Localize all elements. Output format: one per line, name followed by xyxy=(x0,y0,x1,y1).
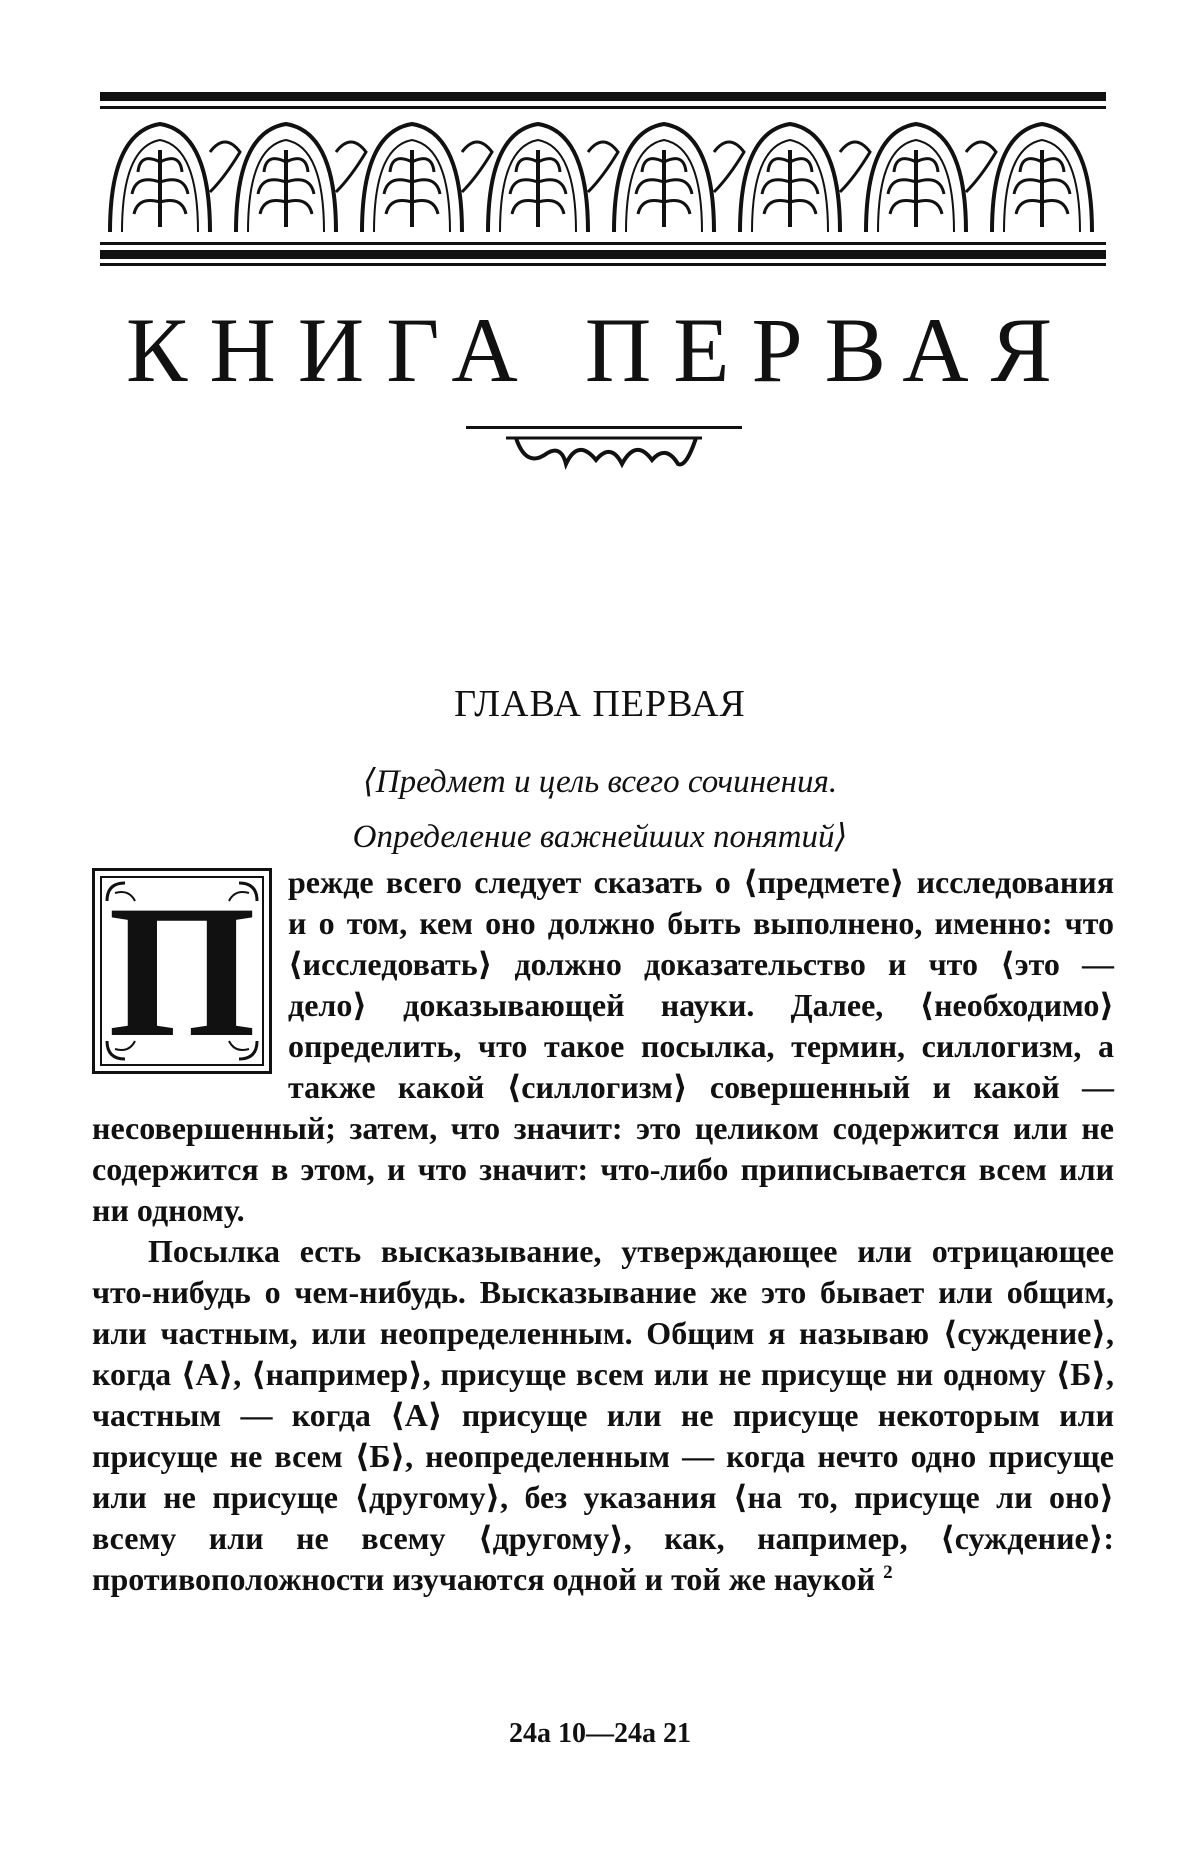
chapter-title: ГЛАВА ПЕРВАЯ xyxy=(454,683,746,725)
footnote-mark: 2 xyxy=(883,1562,893,1583)
chapter-subtitle xyxy=(0,755,1200,865)
ornamental-frieze xyxy=(100,92,1106,270)
paragraph-2 xyxy=(92,1231,1114,1600)
chapter-subtitle-line-2: Определение важнейших понятий⟩ xyxy=(352,819,848,855)
title-flourish xyxy=(466,424,742,478)
bekker-page-marker: 24а 10—24а 21 xyxy=(509,1718,691,1749)
body-text xyxy=(92,862,1114,1600)
book-title: КНИГА ПЕРВАЯ xyxy=(125,299,1075,401)
dropcap-letter: П xyxy=(108,867,256,1077)
paragraph-1: режде всего следует сказать о ⟨предмете⟩ исследования и о том, кем оно должно быть выполнено, именно: что ⟨исследовать⟩ должно доказательство и что ⟨это — дело⟩ доказывающей науки. Далее, ⟨необходимо⟩ определить, что такое посылка, термин, силлогизм, а также какой ⟨силлогизм⟩ совершенный и какой — несовершенный; затем, что значит: это целиком содержится или не содержится в этом, и что значит: что-либо приписывается всем или ни одному. xyxy=(92,864,1114,1228)
chapter-subtitle-line-1: ⟨Предмет и цель всего сочинения. xyxy=(362,764,838,800)
paragraph-2-text: Посылка есть высказывание, утверждающее или отрицающее что-нибудь о чем-нибудь. Высказывание же это бывает или общим, или частным, или неопределенным. Общим я называю ⟨суждение⟩, когда ⟨А⟩, ⟨например⟩, присуще всем или не присуще ни одному ⟨Б⟩, частным — когда ⟨А⟩ присуще или не присуще некоторым или присуще не всем ⟨Б⟩, неопределенным — когда нечто одно присуще или не присуще ⟨другому⟩, без указания ⟨на то, присуще ли оно⟩ всему или не всему ⟨другому⟩, как, например, ⟨суждение⟩: противоположности изучаются одной и той же наукой xyxy=(92,1233,1114,1597)
dropcap-frame xyxy=(92,867,272,1077)
